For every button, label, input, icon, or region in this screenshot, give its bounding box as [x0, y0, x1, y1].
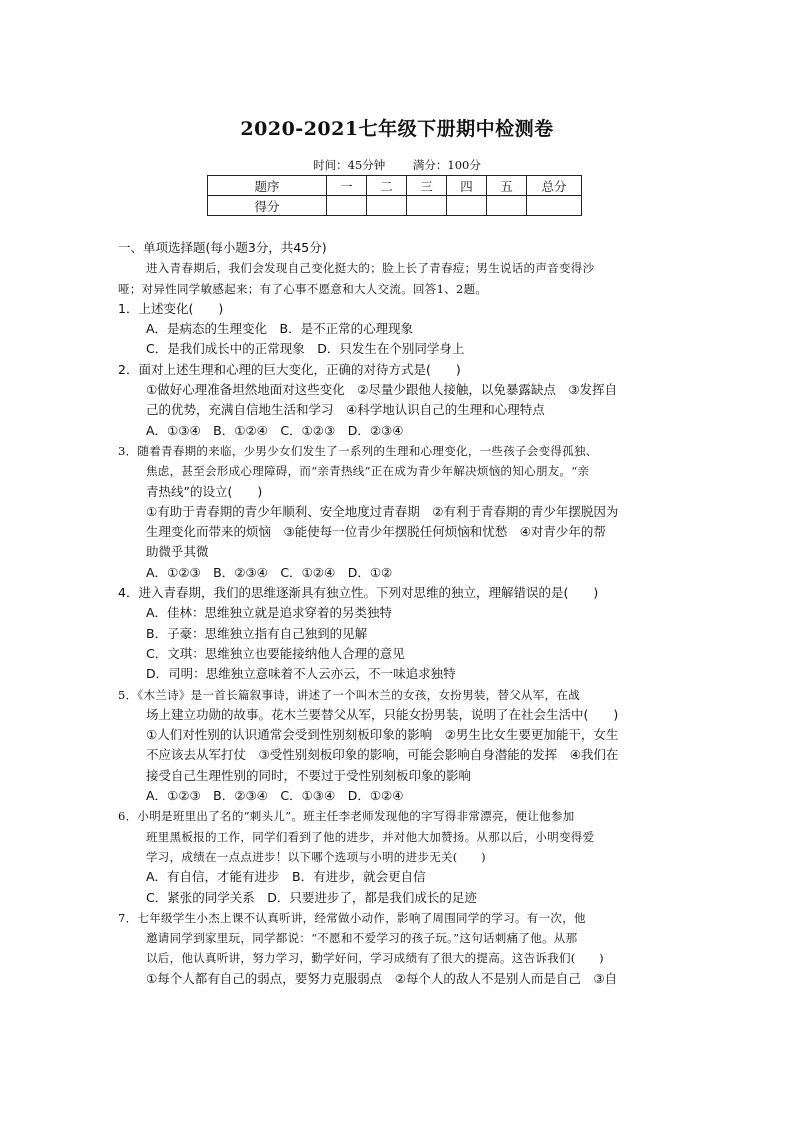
- question-option-line: A．①③④ B．①②④ C．①②③ D．②③④: [146, 422, 404, 438]
- question-option-line: ①做好心理准备坦然地面对这些变化 ②尽量少跟他人接触，以免暴露缺点 ③发挥自: [146, 382, 618, 398]
- score-table-header: 五: [487, 176, 527, 196]
- section-intro-line: 进入青春期后，我们会发现自己变化挺大的；脸上长了青春痘；男生说话的声音变得沙: [146, 261, 595, 276]
- question-option-line: ①人们对性别的认识通常会受到性别刻板印象的影响 ②男生比女生要更加能干，女生: [146, 727, 619, 743]
- score-table-header-row: [208, 176, 582, 196]
- question-stem: 以后，他认真听讲，努力学习，勤学好问，学习成绩有了很大的提高。这告诉我们( ): [146, 951, 604, 966]
- full-score: 满分：100分: [412, 158, 481, 172]
- question-stem: 6．小明是班里出了名的“刺头儿”。班主任李老师发现他的字写得非常漂亮，便让他参加: [118, 809, 575, 824]
- question-option-line: A．①②③ B．②③④ C．①②④ D．①②: [146, 564, 393, 580]
- score-row-label: 得分: [208, 196, 327, 216]
- question-option-line: 不应该去从军打仗 ③受性别刻板印象的影响，可能会影响自身潜能的发挥 ④我们在: [146, 747, 619, 763]
- question-stem: 场上建立功勋的故事。花木兰要替父从军，只能女扮男装，说明了在社会生活中( ): [146, 706, 619, 722]
- exam-meta: [0, 157, 794, 173]
- question-option-line: 生理变化而带来的烦恼 ③能使每一位青少年摆脱任何烦恼和忧愁 ④对青少年的帮: [146, 524, 606, 540]
- score-cell[interactable]: [527, 196, 582, 216]
- question-stem: 2．面对上述生理和心理的巨大变化，正确的对待方式是( ): [118, 361, 461, 377]
- question-option-line: A．有自信，才能有进步 B．有进步，就会更自信: [146, 869, 426, 885]
- time-limit: 时间：45分钟: [313, 158, 386, 172]
- score-table-header: 三: [407, 176, 447, 196]
- question-option-line: C．是我们成长中的正常现象 D．只发生在个别同学身上: [146, 341, 465, 357]
- question-stem: 邀请同学到家里玩，同学都说：“不愿和不爱学习的孩子玩。”这句话刺痛了他。从那: [146, 931, 578, 946]
- score-table-header: 总分: [527, 176, 582, 196]
- section-intro-line: 哑；对异性同学敏感起来；有了心事不愿意和大人交流。回答1、2题。: [118, 281, 488, 296]
- question-stem: 7．七年级学生小杰上课不认真听讲，经常做小动作，影响了周围同学的学习。有一次，他: [118, 910, 586, 925]
- score-cell[interactable]: [487, 196, 527, 216]
- question-option-line: B．子豪：思维独立指有自己独到的见解: [146, 625, 368, 641]
- questions-content: [118, 238, 678, 989]
- score-table-header: 一: [327, 176, 367, 196]
- score-table-header: 四: [447, 176, 487, 196]
- page-title: 2020-2021七年级下册期中检测卷: [240, 118, 554, 140]
- question-stem: 3．随着青春期的来临，少男少女们发生了一系列的生理和心理变化，一些孩子会变得孤独、: [118, 443, 598, 458]
- question-option-line: A．①②③ B．②③④ C．①③④ D．①②④: [146, 788, 404, 804]
- score-table: [207, 175, 582, 216]
- question-option-line: D．司明：思维独立意味着不人云亦云，不一味追求独特: [146, 666, 456, 682]
- question-stem: 1．上述变化( ): [118, 300, 224, 316]
- section-heading: 一、单项选择题(每小题3分，共45分): [118, 240, 327, 255]
- question-stem: 4．进入青春期，我们的思维逐渐具有独立性。下列对思维的独立，理解错误的是( ): [118, 585, 599, 601]
- question-stem: 班里黑板报的工作，同学们看到了他的进步，并对他大加赞扬。从那以后，小明变得爱: [146, 829, 595, 844]
- score-cell[interactable]: [367, 196, 407, 216]
- question-stem: 5．《木兰诗》是一首长篇叙事诗，讲述了一个叫木兰的女孩，女扮男装，替父从军，在战: [118, 687, 581, 702]
- question-option-line: C．紧张的同学关系 D．只要进步了，都是我们成长的足迹: [146, 889, 477, 905]
- score-cell[interactable]: [327, 196, 367, 216]
- question-option-line: A．佳林：思维独立就是追求穿着的另类独特: [146, 605, 393, 621]
- score-table-header: 二: [367, 176, 407, 196]
- score-cell[interactable]: [447, 196, 487, 216]
- question-option-line: 助微乎其微: [146, 544, 209, 560]
- score-cell[interactable]: [407, 196, 447, 216]
- question-option-line: C．文琪：思维独立也要能接纳他人合理的意见: [146, 645, 405, 661]
- question-option-line: ①有助于青春期的青少年顺利、安全地度过青春期 ②有利于青春期的青少年摆脱因为: [146, 503, 619, 519]
- question-option-line: ①每个人都有自己的弱点，要努力克服弱点 ②每个人的敌人不是别人而是自己 ③自: [146, 970, 618, 986]
- question-option-line: 己的优势，充满自信地生活和学习 ④科学地认识自己的生理和心理特点: [146, 402, 545, 418]
- question-option-line: A．是病态的生理变化 B．是不正常的心理现象: [146, 321, 414, 337]
- score-table-header: 题序: [208, 176, 327, 196]
- question-option-line: 接受自己生理性别的同时，不要过于受性别刻板印象的影响: [146, 767, 472, 783]
- question-stem: 青热线”的设立( ): [146, 483, 263, 499]
- score-table-score-row: [208, 196, 582, 216]
- question-stem: 焦虑，甚至会形成心理障碍，而“亲青热线”正在成为青少年解决烦恼的知心朋友。“亲: [146, 464, 590, 479]
- question-stem: 学习，成绩在一点点进步！以下哪个选项与小明的进步无关( ): [146, 849, 486, 864]
